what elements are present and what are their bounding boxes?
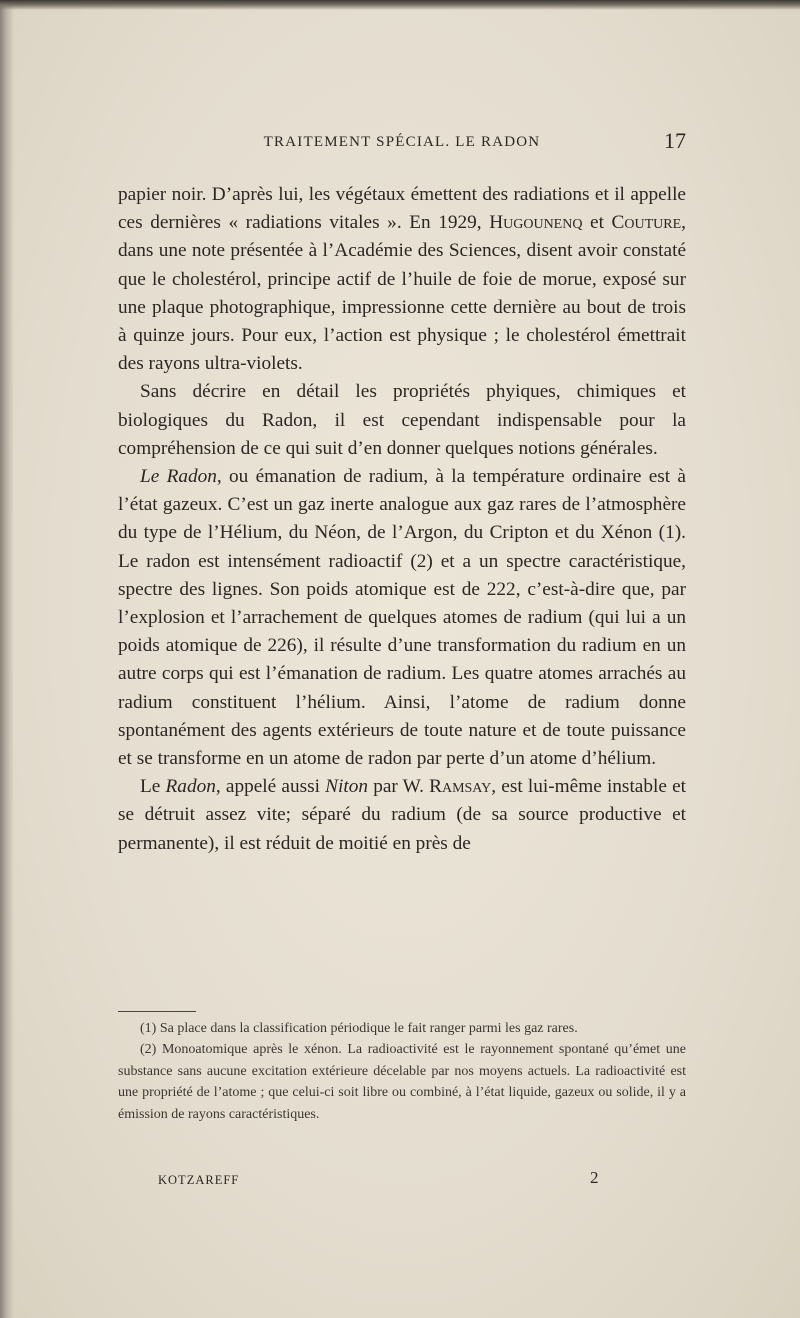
footnote-divider — [118, 1011, 196, 1012]
paragraph-2: Sans décrire en détail les propriétés phyiques, chimiques et biologiques du Radon, il est cependant indispensable pour la compréhension de ce qui suit d’en donner quelques notions générales. — [118, 381, 686, 459]
paragraph-1-text-a: papier noir. D’après lui, les végétaux émettent des radiations et il appelle ces dernières « radiations vitales ». En 1929, — [118, 184, 686, 234]
paragraph-4-text-b: , appelé aussi — [215, 776, 326, 798]
author-name-ramsay: Ramsay — [429, 776, 492, 798]
signature-number: 2 — [590, 1168, 599, 1187]
footnote-1: (1) Sa place dans la classification périodique le fait ranger parmi les gaz rares. — [140, 1021, 578, 1036]
paragraph-1 — [118, 181, 686, 378]
paragraph-4-text-a: Le — [140, 776, 166, 798]
term-niton: Niton — [325, 776, 368, 798]
running-title: TRAITEMENT SPÉCIAL. LE RADON — [263, 134, 541, 150]
paragraph-4 — [118, 773, 686, 858]
footnote-2: (2) Monoatomique après le xénon. La radioactivité est le rayonnement spontané qu’émet une substance sans aucune excitation extérieure décelable par nos moyens actuels. La radioactivité est une propriété de l’atome ; que celui-ci soit libre ou combiné, à l’état liquide, gazeux ou solide, il y a émission de rayons caractéristiques. — [118, 1042, 686, 1122]
running-header — [118, 130, 686, 156]
paragraph-1-text-c: , dans une note présentée à l’Académie des Sciences, disent avoir constaté que le cholestérol, principe actif de l’huile de foie de morue, exposé sur une plaque photographique, impressionne cette dernière au bout de trois à quinze jours. Pour eux, l’action est physique ; le cholestérol émettrait des rayons ultra-violets. — [118, 212, 686, 375]
paragraph-4-text-c: par W. — [368, 776, 430, 798]
term-radon-2: Radon — [165, 776, 216, 798]
paragraph-4-text-d: , est lui-même instable et se détruit assez vite; séparé du radium (de sa source productive et permanente), il est réduit de moitié en près de — [118, 776, 687, 854]
paragraph-3-text: , ou émanation de radium, à la température ordinaire est à l’état gazeux. C’est un gaz inerte analogue aux gaz rares de l’atmosphère du type de l’Hélium, du Néon, de l’Argon, du Cripton et du Xénon (1). Le radon est intensément radioactif (2) et a un spectre caractéristique, spectre des lignes. Son poids atomique est de 222, c’est-à-dire que, par l’explosion et l’arrachement de quelques atomes de radium (qui lui a un poids atomique de 226), il résulte d’une transformation du radium en un autre corps qui est l’émanation de radium. Les quatre atomes arrachés au radium constituent l’hélium. Ainsi, l’atome de radium donne spontanément des agents extérieurs de toute nature et de toute puissance et se transforme en un atome de radon par perte d’un atome d’hélium. — [118, 466, 686, 770]
page-number: 17 — [664, 128, 686, 153]
footnotes — [118, 1018, 686, 1125]
body-text — [118, 181, 686, 858]
author-name-hugounenq: Hugounenq — [489, 212, 583, 234]
printer-signature: KOTZAREFF — [158, 1173, 240, 1187]
paragraph-3 — [118, 463, 686, 773]
author-name-couture: Couture — [611, 212, 682, 234]
paragraph-1-text-b: et — [582, 212, 612, 234]
term-radon: Le Radon — [140, 466, 217, 488]
